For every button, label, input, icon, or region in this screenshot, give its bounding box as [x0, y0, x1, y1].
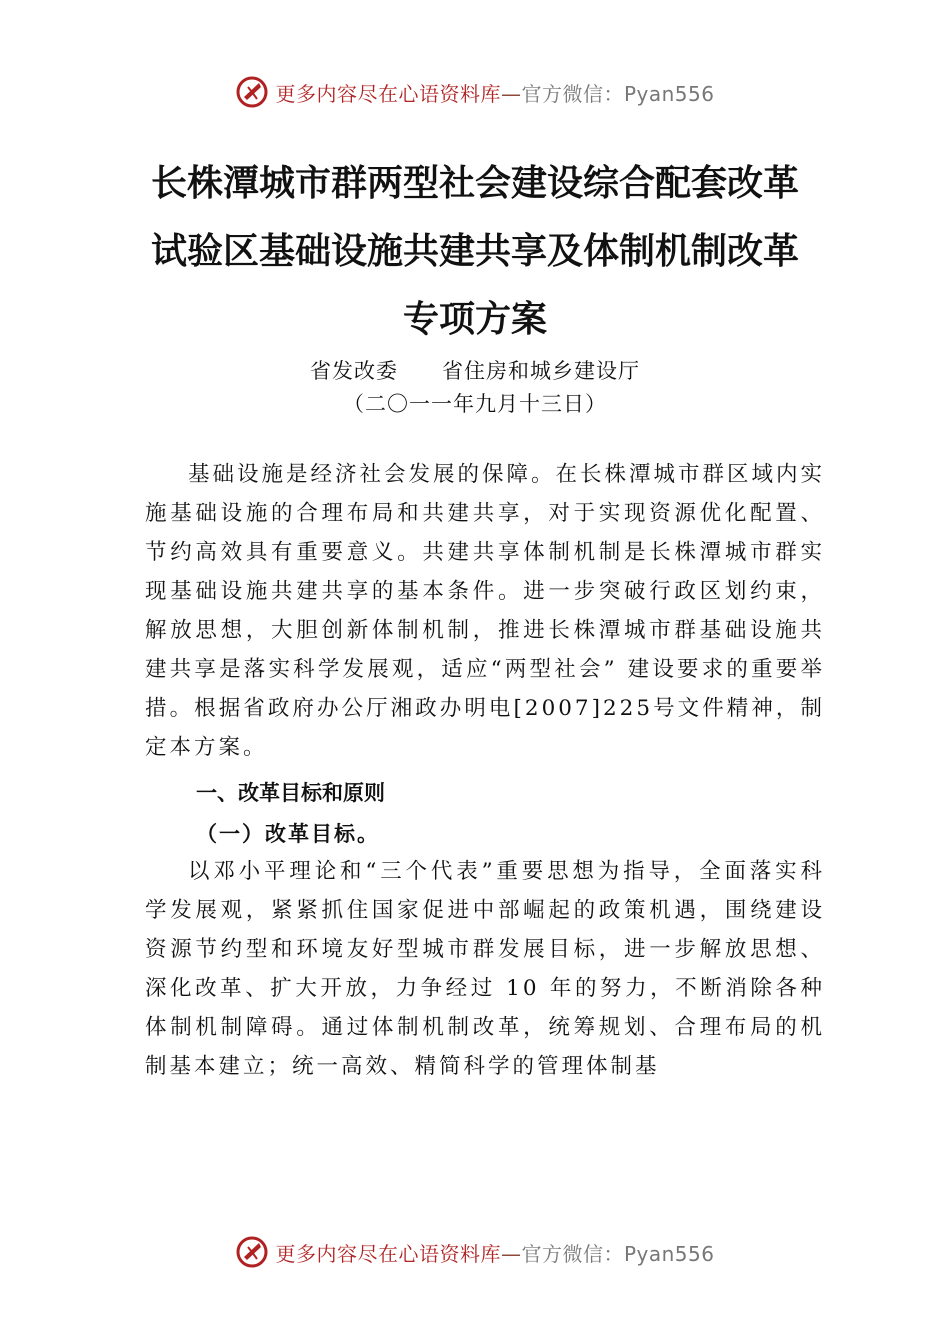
section-heading-1: 一、改革目标和原则 — [196, 781, 385, 805]
document-title-line-2: 试验区基础设施共建共享及体制机制改革 — [150, 231, 799, 272]
watermark-text: 更多内容尽在心语资料库—官方微信：Pyan556 — [275, 1241, 715, 1266]
subsection-heading-1: （一）改革目标。 — [196, 821, 380, 846]
document-date: （二〇一一年九月十三日） — [343, 392, 607, 416]
document-title-line-3: 专项方案 — [402, 299, 547, 340]
watermark-logo-icon — [235, 75, 269, 109]
watermark-footer — [0, 1232, 950, 1272]
watermark-text: 更多内容尽在心语资料库—官方微信：Pyan556 — [275, 81, 715, 106]
body-paragraph-1: 基础设施是经济社会发展的保障。在长株潭城市群区域内实施基础设施的合理布局和共建共享，对于实现资源优化配置、节约高效具有重要意义。共建共享体制机制是长株潭城市群实现基础设施共建共享的基本条件。进一步突破行政区划约束，解放思想，大胆创新体制机制，推进长株潭城市群基础设施共建共享是落实科学发展观，适应“两型社会” 建设要求的重要举措。根据省政府办公厅湘政办明电[2007]225号文件精神，制定本方案。 — [145, 462, 826, 760]
watermark-header — [0, 72, 950, 112]
body-paragraph-2: 以邓小平理论和“三个代表”重要思想为指导，全面落实科学发展观，紧紧抓住国家促进中部崛起的政策机遇，围绕建设资源节约型和环境友好型城市群发展目标，进一步解放思想、深化改革、扩大开放，力争经过 10 年的努力，不断消除各种体制机制障碍。通过体制机制改革，统筹规划、合理布局的机制基本建立；统一高效、精简科学的管理体制基 — [145, 859, 825, 1079]
document-title-line-1: 长株潭城市群两型社会建设综合配套改革 — [150, 163, 799, 204]
document-issuer: 省发改委 省住房和城乡建设厅 — [310, 359, 640, 383]
watermark-logo-icon — [235, 1235, 269, 1269]
